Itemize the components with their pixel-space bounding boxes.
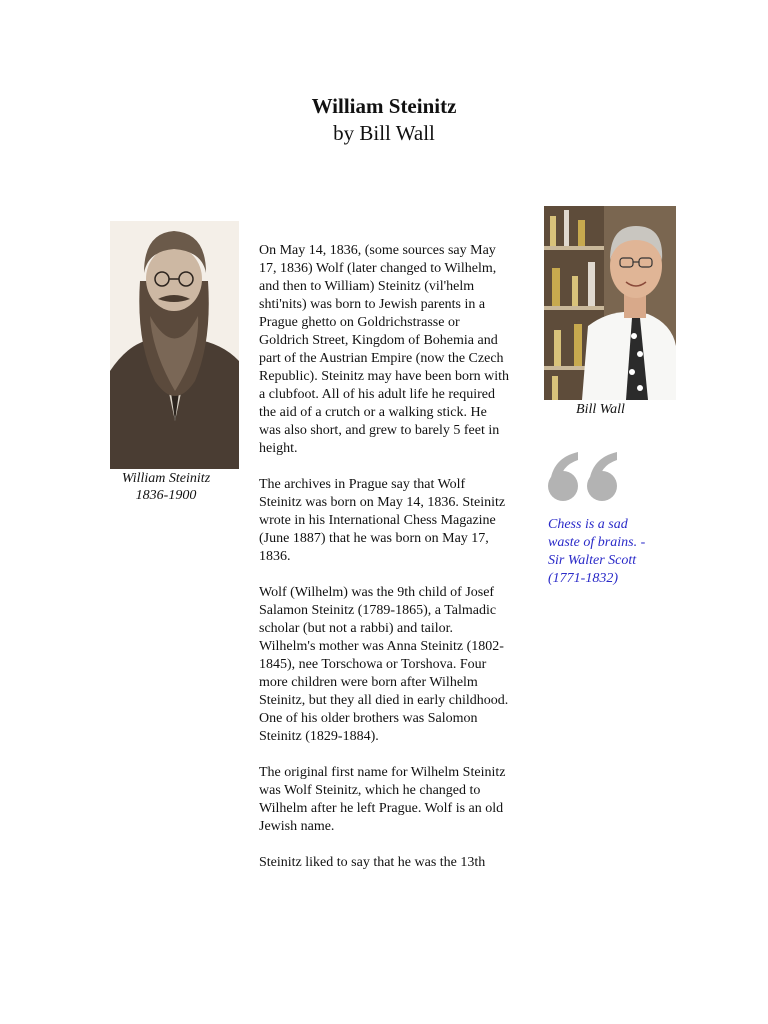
article-paragraph: Steinitz liked to say that he was the 13th (259, 855, 486, 870)
article-body (259, 242, 509, 890)
page-title: William Steinitz (311, 94, 457, 118)
quote-line: Chess is a sad (548, 517, 628, 532)
author-photo-caption: Bill Wall (576, 402, 625, 417)
article-paragraph: On May 14, 1836, (some sources say May 17, 1836) Wolf (later changed to Wilhelm, and then to William) Steinitz (vil'helm shti'nits) was born to Jewish parents in a Prague ghetto on Goldrichstrasse or Goldrich Street, Kingdom of Bohemia and part of the Austrian Empire (now the Czech Republic). Steinitz may have been born with a clubfoot. All of his adult life he required the aid of a crutch or a walking stick. He was also short, and grew to barely 5 feet in height. (259, 243, 509, 456)
article-paragraph: The archives in Prague say that Wolf Steinitz was born on May 14, 1836. Steinitz wrote in his International Chess Magazine (June 1887) that he was born on May 17, 1836. (259, 477, 506, 564)
portrait-caption-years: 1836-1900 (135, 488, 197, 503)
steinitz-portrait-image (110, 221, 239, 469)
portrait-caption (104, 470, 228, 504)
quote-text (548, 516, 666, 588)
quote-line: Sir Walter Scott (548, 553, 637, 568)
author-photo-image (544, 206, 676, 400)
quote-line: waste of brains. - (548, 535, 646, 550)
article-paragraph: The original first name for Wilhelm Steinitz was Wolf Steinitz, which he changed to Wilhelm after he left Prague. Wolf is an old Jewish name. (259, 765, 506, 834)
quote-mark-icon (546, 452, 626, 502)
article-paragraph: Wolf (Wilhelm) was the 9th child of Josef Salamon Steinitz (1789-1865), a Talmadic scholar (but not a rabbi) and tailor. Wilhelm's mother was Anna Steinitz (1802-1845), nee Torschowa or Torshova. Four more children were born after Wilhelm Steinitz, but they all died in early childhood. One of his older brothers was Salomon Steinitz (1829-1884). (259, 585, 509, 744)
quote-line: (1771-1832) (548, 571, 618, 586)
portrait-caption-name: William Steinitz (121, 471, 211, 486)
byline: by Bill Wall (333, 121, 435, 145)
